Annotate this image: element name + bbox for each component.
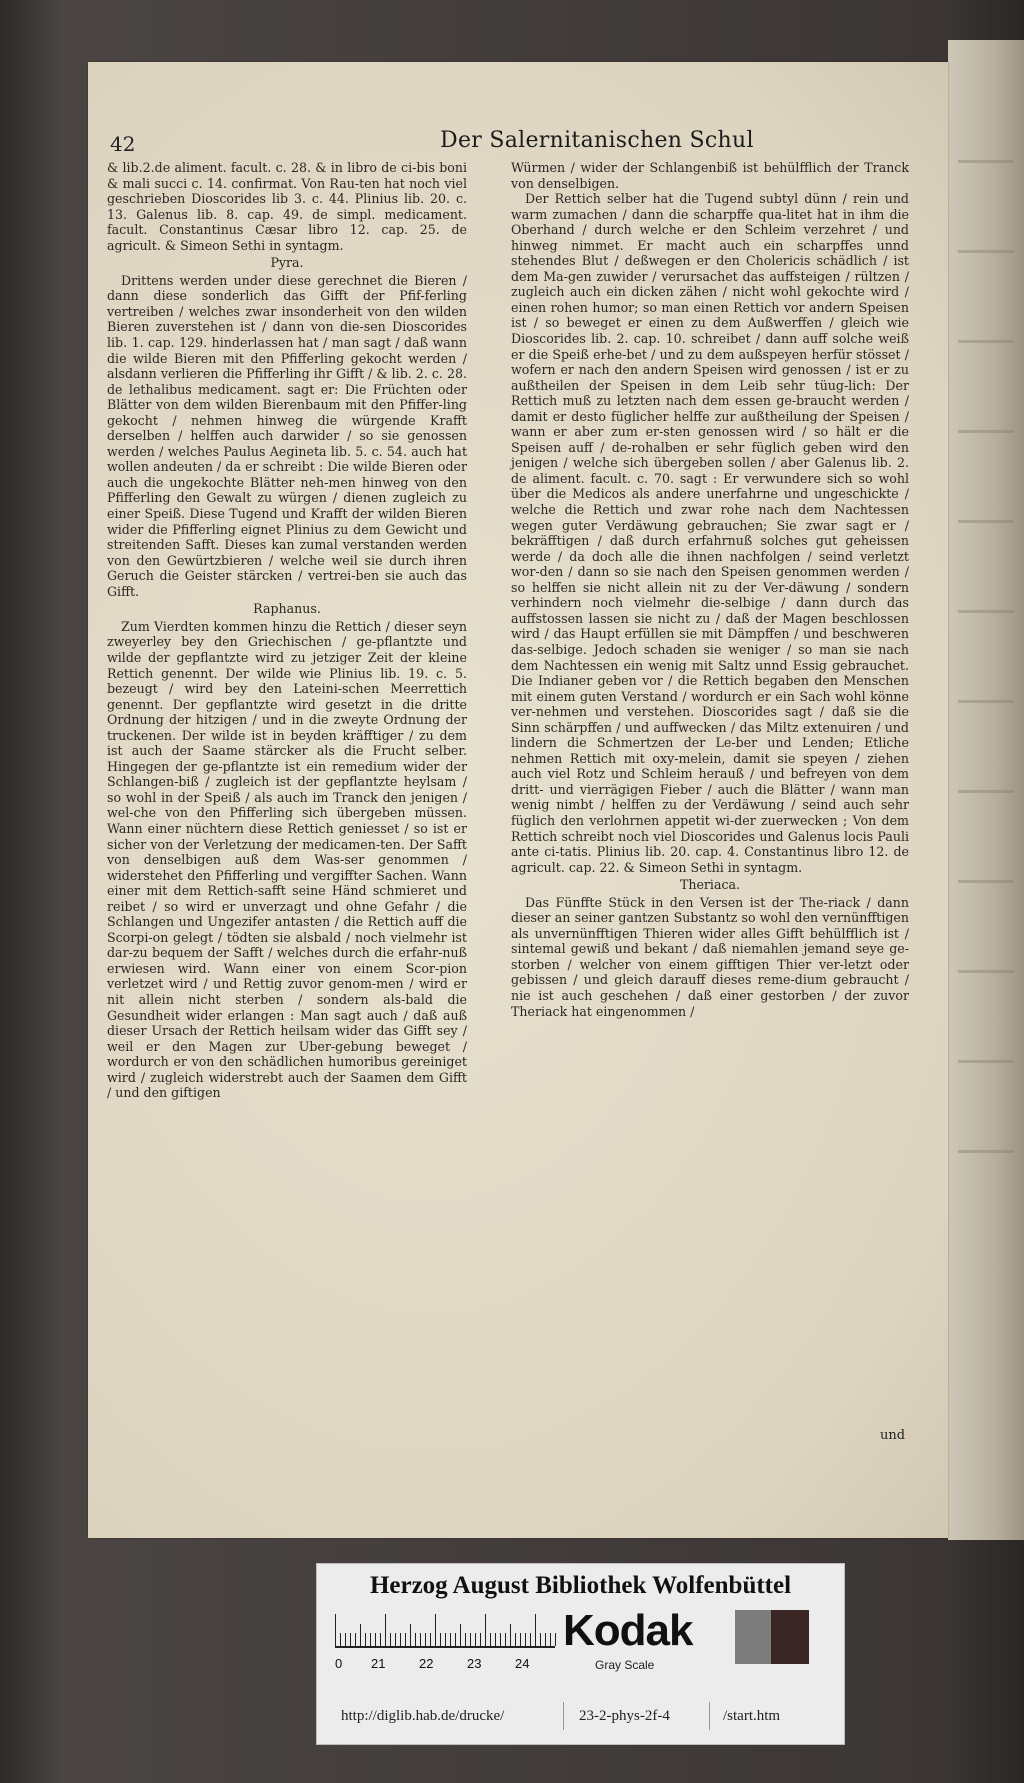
ruler-tick: [340, 1633, 341, 1646]
gray-scale-label: Gray Scale: [595, 1658, 655, 1672]
url-base[interactable]: http://diglib.hab.de/drucke/: [341, 1708, 505, 1724]
ruler-tick: [415, 1633, 416, 1646]
ruler-tick: [455, 1633, 456, 1646]
ruler-tick: [525, 1633, 526, 1646]
ruler-tick: [490, 1633, 491, 1646]
ruler-label: 24: [515, 1656, 530, 1671]
ruler-tick: [535, 1614, 536, 1646]
ruler-tick: [410, 1624, 411, 1646]
ruler-tick: [520, 1633, 521, 1646]
page-number: 42: [110, 132, 136, 156]
section-heading: Pyra.: [270, 255, 304, 271]
url-id[interactable]: 23-2-phys-2f-4: [579, 1708, 670, 1724]
ruler-tick: [380, 1633, 381, 1646]
ruler-tick: [390, 1633, 391, 1646]
ruler-tick: [365, 1633, 366, 1646]
ruler-tick: [370, 1633, 371, 1646]
ruler-tick: [495, 1633, 496, 1646]
ruler-labels: [335, 1656, 565, 1674]
ruler-label: 21: [371, 1656, 386, 1671]
ruler-tick: [470, 1633, 471, 1646]
ruler-tick: [385, 1614, 386, 1646]
ruler-tick: [530, 1633, 531, 1646]
ruler-tick: [475, 1633, 476, 1646]
institution-name: Herzog August Bibliothek Wolfenbüttel: [369, 1572, 792, 1599]
ruler-tick: [405, 1633, 406, 1646]
paragraph: & lib.2.de aliment. facult. c. 28. & in libro de ci-bis boni & mali succi c. 14. confirmat. Von Rau-ten hat noch viel geschrieben Dioscorides lib 3. c. 44. Plinius lib. 20. c. 13. Galenus lib. 8. cap. 49. de simpl. medicament. facult. Constantinus Cæsar libro 12. cap. 25. de agricult. & Simeon Sethi in syntagm.: [107, 160, 467, 253]
gray-swatch: [735, 1610, 771, 1664]
right-text-column: [511, 160, 909, 1019]
ruler-tick: [555, 1633, 556, 1646]
ruler-tick: [465, 1633, 466, 1646]
dark-swatch: [771, 1610, 809, 1664]
ruler-tick: [545, 1633, 546, 1646]
ruler-tick: [445, 1633, 446, 1646]
paragraph: Der Rettich selber hat die Tugend subtyl dünn / rein und warm zumachen / dann die scharpffe qua-litet hat in ihm die Oberhand / durch welche er den Schleim verzehret / und hinweg nimmet. Er macht auch ein scharpffes unnd stehendes Blut / deßwegen er den Cholericis schädlich / ist dem Ma-gen zuwider / verursachet das auffsteigen / rültzen / zugleich auch ein dicken zähen / nicht wohl gekochte wird / einen rohen humor; so man einen Rettich vor andern Speisen ist / so beweget er einen zu dem Außwerffen / gleich wie Dioscorides lib. 2. cap. 10. schreibet / dann auff solche weiß er die Speiß erhe-bet / und zu dem außspeyen herfür stösset / wofern er nach den andern Speisen wird genossen / ist er zu außtheilen der Speisen in dem Leib sehr tüug-lich: Der Rettich muß zu letzten nach dem essen ge-braucht werden / damit er desto füglicher helffe zur außtheilung der Speisen / wann er aber zum er-sten genossen wird / so hält er die Speisen auff / de-rohalben er sehr füglich geben wird den jenigen / welche sich übergeben sollen / aber Galenus lib. 2. de aliment. facult. c. 70. sagt : Er verwundere sich so wohl über die Medicos als andere unerfahrne und ungeschickte / welche die Rettich und zwar rohe nach dem Nachtessen wegen guter Verdäwung gebrauchen; Sie zwar sagt er / bekräfftigen / daß durch erfahrnuß solches gut geheissen werde / da doch alle die ihnen nachfolgen / seind verletzt wor-den / dann so sie nach den Speisen genommen werden / so helffen sie nicht allein nit zu der Ver-däwung / sondern verhindern noch vielmehr die-selbige / dann durch das auffstossen lassen sie nicht zu / daß der Magen beschlossen wird / das Haupt erfüllen sie mit Dämpffen / und beschweren das-selbige. Jedoch schaden sie weniger / so man sie nach dem Nachtessen ein wenig mit Saltz unnd Essig gebrauchet. Die Indianer geben vor / die Rettich begaben den Menschen mit einem guten Verstand / wordurch er ein Sach wohl könne ver-nehmen und verstehen. Dioscorides sagt / daß sie die Sinn schärpffen / und auffwecken / das Miltz extenuiren / und lindern die Schmertzen der Le-ber und Lenden; Etliche nehmen Rettich mit oxy-melein, damit sie speyen / ziehen auch viel Rotz und Schleim herauß / und befreyen von dem dritt- und vierrägigen Fieber / auch die Blätter / wann man wenig nimbt / helffen zu der Verdäwung / seind auch sehr füglich den verlohrnen appetit wi-der zuerwecken ; Von dem Rettich schreibt noch viel Dioscorides und Galenus locis Pauli ante ci-tatis. Plinius lib. 20. cap. 4. Constantinus libro 12. de agricult. cap. 22. & Simeon Sethi in syntagm.: [511, 191, 909, 875]
ruler-label: 22: [419, 1656, 434, 1671]
paragraph: Das Fünffte Stück in den Versen ist der The-riack / dann dieser an seiner gantzen Substantz so wohl den vernünfftigen als unvernünfftigen Thieren wider alles Gifft behülfflich ist / sintemal gewiß und bekant / daß niemahlen jemand seye ge-storben / welcher von einem gifftigen Thier ver-letzt oder gebissen / und gleich darauff dieses reme-dium gebraucht / nie ist auch geschehen / daß einer gestorben / der zuvor Theriack hat eingenommen /: [511, 894, 909, 1019]
ruler-tick: [515, 1633, 516, 1646]
paragraph: Zum Vierdten kommen hinzu die Rettich / dieser seyn zweyerley bey den Griechischen / ge-pflantzte und wilde der gepflantzte wird zu jetziger Zeit der kleine Rettich genennt. Der wilde wie Plinius lib. 19. c. 5. bezeugt / wird bey den Lateini-schen Meerrettich genennt. Der gepflantzte wird gesetzt in die dritte Ordnung der hitzigen / und in die zweyte Ordnung der truckenen. Der wilde ist in beyden kräfftiger / zu dem ist auch der Saame stärcker als die Frucht selber. Hingegen der ge-pflantzte ist ein remedium wider der Schlangen-biß / zugleich ist der gepflantzte heylsam / so wohl in der Speiß / als auch im Tranck den jenigen / wel-che von den Pfifferling sich übergeben müssen. Wann einer nüchtern diese Rettich geniesset / so ist er sicher von der Verletzung der medicamen-ten. Der Safft von denselbigen auß dem Was-ser genommen / widerstehet den Pfifferling und vergiffter Sachen. Wann einer mit dem Rettich-safft seine Händ schmieret und reibet / so wird er unverzagt und ohne Gefahr / die Schlangen und Ungezifer antasten / die Rettich auff die Scorpi-on gelegt / tödten sie alsbald / noch vielmehr ist dar-zu bequem der Safft / welches durch die erfahr-nuß erwiesen wird. Wann einer von einem Scor-pion verletzet wird / und Rettig zuvor genom-men / wird er nit allein nicht sterben / sondern als-bald die Gesundheit wider erlangen : Man sagt auch / daß auß dieser Ursach der Rettich heilsam wider das Gifft sey / weil er den Magen zur Uber-gebung beweget / wordurch er von den schädlichen humoribus gereiniget wird / zugleich widerstrebt auch der Saamen dem Gifft / und den giftigen: [107, 618, 467, 1101]
paragraph: Würmen / wider der Schlangenbiß ist behülfflich der Tranck von denselbigen.: [511, 160, 909, 191]
ruler-tick: [430, 1633, 431, 1646]
color-target-card: [316, 1563, 845, 1745]
ruler-tick: [500, 1633, 501, 1646]
kodak-logo: Kodak: [563, 1606, 693, 1655]
section-heading: Raphanus.: [253, 601, 321, 617]
ruler-tick: [540, 1633, 541, 1646]
ruler-tick: [435, 1614, 436, 1646]
left-text-column: [107, 160, 467, 1101]
ruler-scale: [335, 1614, 555, 1648]
ruler-tick: [400, 1633, 401, 1646]
facing-page-edge: [948, 40, 1024, 1540]
ruler-tick: [425, 1633, 426, 1646]
ruler-tick: [335, 1614, 336, 1646]
url-start[interactable]: /start.htm: [723, 1708, 781, 1724]
ruler-tick: [420, 1633, 421, 1646]
ruler-tick: [450, 1633, 451, 1646]
ruler-tick: [460, 1624, 461, 1646]
ruler-tick: [360, 1624, 361, 1646]
paragraph: Drittens werden under diese gerechnet die Bieren / dann diese sonderlich das Gifft der Pfif-ferling vertreiben / welches zwar insonderheit von den wilden Bieren zuverstehen ist / dann von die-sen Dioscorides lib. 1. cap. 129. hinderlassen hat / man sagt / daß wann die wilde Bieren mit den Pfifferling gekocht werden / alsdann verlieren die Pfifferling ihr Gifft / & lib. 2. c. 28. de lethalibus medicament. sagt er: Die Früchten oder Blätter von dem wilden Bierenbaum mit den Pfiffer-ling gekocht / nehmen hinweg die würgende Krafft derselben / helffen auch darwider / so sie genossen werden / welches Paulus Aegineta lib. 5. c. 54. auch hat wollen andeuten / da er schreibt : Die wilde Bieren oder auch die ungekochte Blätter neh-men hinweg von den Pfifferling den Gewalt zu würgen / dienen zugleich zu einer Speiß. Diese Tugend und Krafft der wilden Bieren wider die Pfifferling eignet Plinius zu dem Gewicht und streitenden Safft. Dieses kan zumal verstanden werden von den Gewürtzbieren / welche weil sie durch ihren Geruch die Geister stärcken / vertrei-ben sie auch das Gifft.: [107, 272, 467, 599]
divider: [563, 1702, 564, 1730]
ruler-tick: [550, 1633, 551, 1646]
catchword: und: [880, 1428, 906, 1443]
ruler-tick: [375, 1633, 376, 1646]
ruler-tick: [355, 1633, 356, 1646]
section-heading: Theriaca.: [679, 877, 741, 893]
ruler-label: 23: [467, 1656, 482, 1671]
divider: [709, 1702, 710, 1730]
ruler-tick: [505, 1633, 506, 1646]
ruler-tick: [440, 1633, 441, 1646]
ruler-tick: [480, 1633, 481, 1646]
ruler-tick: [345, 1633, 346, 1646]
ruler-tick: [510, 1624, 511, 1646]
running-title: Der Salernitanischen Schul: [440, 128, 754, 153]
page-header: [110, 128, 910, 162]
ruler-tick: [395, 1633, 396, 1646]
ruler-tick: [350, 1633, 351, 1646]
ruler-tick: [485, 1614, 486, 1646]
ruler-label: 0: [335, 1656, 343, 1671]
